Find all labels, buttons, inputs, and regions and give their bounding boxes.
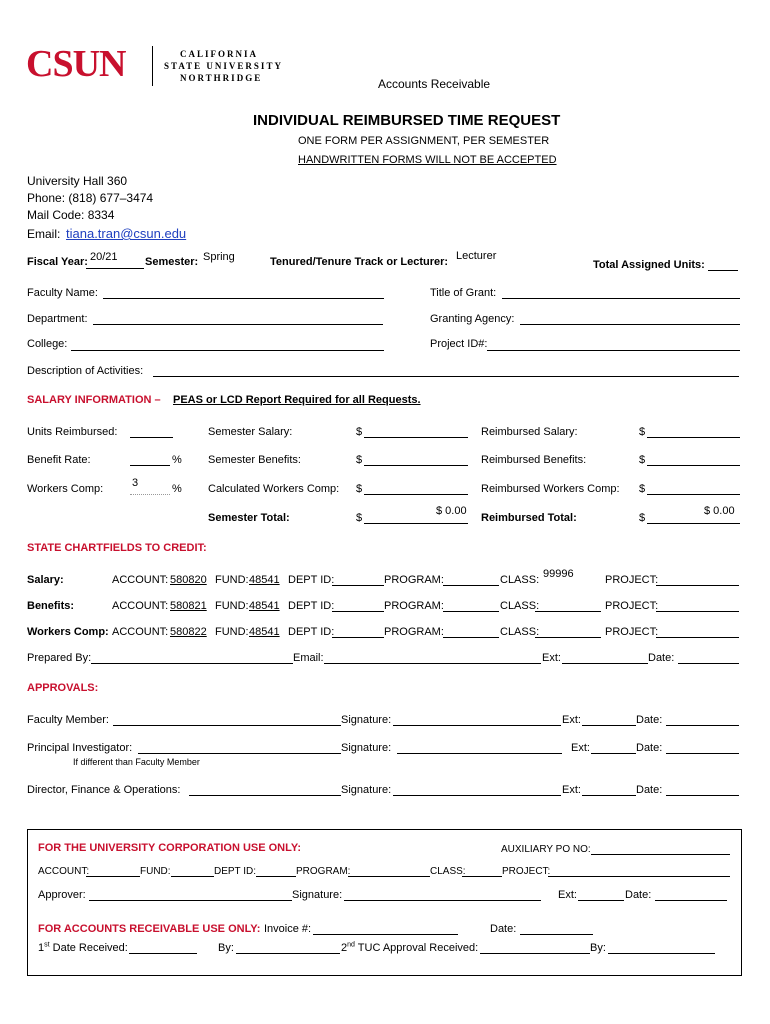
semester-benefits-dollar: $: [356, 454, 363, 466]
chartfield-program-input-salary[interactable]: [443, 585, 499, 586]
uc-dept-input[interactable]: [256, 876, 296, 877]
chartfield-dept-label: DEPT ID:: [288, 574, 335, 586]
ar-tuc-approval-input[interactable]: [480, 953, 590, 954]
chartfield-dept-input-benefits[interactable]: [332, 611, 384, 612]
salary-heading: SALARY INFORMATION –: [27, 394, 161, 406]
workers-comp-value[interactable]: 3: [132, 477, 139, 489]
pi-ext-input[interactable]: [591, 753, 636, 754]
reimbursed-total-underline: [647, 523, 740, 524]
chartfield-program-label: PROGRAM:: [384, 626, 444, 638]
units-reimbursed-label: Units Reimbursed:: [27, 426, 118, 438]
chartfield-fund-label: FUND:: [215, 626, 249, 638]
semester-salary-dollar: $: [356, 426, 363, 438]
semester-total-label: Semester Total:: [208, 512, 290, 524]
reimbursed-benefits-input[interactable]: [647, 465, 740, 466]
department-input[interactable]: [93, 324, 383, 325]
chartfield-account-benefits: 580821: [170, 600, 207, 612]
director-label: Director, Finance & Operations:: [27, 784, 181, 796]
project-id-label: Project ID#:: [430, 338, 488, 350]
reimbursed-salary-input[interactable]: [647, 437, 740, 438]
semester-total-underline: [364, 523, 468, 524]
calc-workers-comp-dollar: $: [356, 483, 363, 495]
uc-signature-input[interactable]: [344, 900, 541, 901]
uc-ext-label: Ext:: [558, 889, 577, 901]
form-title: INDIVIDUAL REIMBURSED TIME REQUEST: [253, 112, 561, 129]
chartfield-dept-label: DEPT ID:: [288, 600, 335, 612]
ar-by-label: By:: [218, 942, 234, 954]
chartfield-class-label: CLASS:: [500, 626, 540, 638]
contact-email-label: Email:: [27, 227, 61, 241]
college-label: College:: [27, 338, 68, 350]
faculty-ext-input[interactable]: [582, 725, 636, 726]
pi-note: If different than Faculty Member: [73, 757, 200, 767]
chartfield-account-workers-comp: 580822: [170, 626, 207, 638]
chartfield-row-label-salary: Salary:: [27, 574, 64, 586]
chartfield-program-input-benefits[interactable]: [443, 611, 499, 612]
chartfield-account-salary: 580820: [170, 574, 207, 586]
faculty-ext-label: Ext:: [562, 714, 581, 726]
semester-label: Semester:: [145, 256, 199, 268]
director-date-label: Date:: [636, 784, 663, 796]
uc-signature-label: Signature:: [292, 889, 343, 901]
uc-dept-label: DEPT ID:: [214, 866, 257, 877]
chartfield-row-label-workers-comp: Workers Comp:: [27, 626, 109, 638]
auxiliary-po-input[interactable]: [591, 854, 730, 855]
semester-salary-label: Semester Salary:: [208, 426, 293, 438]
semester-benefits-input[interactable]: [364, 465, 468, 466]
tenure-label: Tenured/Tenure Track or Lecturer:: [270, 256, 449, 268]
reimbursed-workers-comp-dollar: $: [639, 483, 646, 495]
uc-program-input[interactable]: [348, 876, 430, 877]
faculty-signature-label: Signature:: [341, 714, 392, 726]
faculty-member-label: Faculty Member:: [27, 714, 109, 726]
ar-invoice-label: Invoice #:: [264, 923, 312, 935]
ar-invoice-input[interactable]: [313, 934, 458, 935]
uc-fund-label: FUND:: [140, 866, 171, 877]
uc-date-label: Date:: [625, 889, 652, 901]
faculty-name-label: Faculty Name:: [27, 287, 98, 299]
chartfield-fund-benefits: 48541: [249, 600, 280, 612]
uc-class-label: CLASS:: [430, 866, 466, 877]
pi-label: Principal Investigator:: [27, 742, 133, 754]
semester-total-value[interactable]: $ 0.00: [436, 505, 467, 517]
uc-approver-label: Approver:: [38, 889, 86, 901]
department-name: Accounts Receivable: [378, 77, 491, 91]
faculty-member-input[interactable]: [113, 725, 341, 726]
form-subtitle-1: ONE FORM PER ASSIGNMENT, PER SEMESTER: [298, 135, 550, 147]
reimbursed-workers-comp-input[interactable]: [647, 494, 740, 495]
chartfield-row-label-benefits: Benefits:: [27, 600, 75, 612]
semester-benefits-label: Semester Benefits:: [208, 454, 301, 466]
director-ext-label: Ext:: [562, 784, 581, 796]
pi-signature-input[interactable]: [397, 753, 562, 754]
granting-agency-label: Granting Agency:: [430, 313, 515, 325]
chartfield-fund-salary: 48541: [249, 574, 280, 586]
prepared-by-input[interactable]: [91, 663, 293, 664]
semester-salary-input[interactable]: [364, 437, 468, 438]
director-signature-input[interactable]: [393, 795, 561, 796]
college-input[interactable]: [71, 350, 384, 351]
approvals-heading: APPROVALS:: [27, 682, 99, 694]
chartfield-project-label: PROJECT:: [605, 600, 659, 612]
logo-line-3: NORTHRIDGE: [180, 73, 263, 83]
pi-date-input[interactable]: [666, 753, 739, 754]
fiscal-year-value[interactable]: 20/21: [90, 251, 118, 263]
logo-line-1: CALIFORNIA: [180, 49, 259, 59]
chartfield-program-label: PROGRAM:: [384, 600, 444, 612]
prepared-by-label: Prepared By:: [27, 652, 92, 664]
director-ext-input[interactable]: [582, 795, 636, 796]
reimbursed-benefits-label: Reimbursed Benefits:: [481, 454, 587, 466]
ar-by2-input[interactable]: [608, 953, 715, 954]
prepared-ext-label: Ext:: [542, 652, 561, 664]
description-label: Description of Activities:: [27, 365, 144, 377]
ar-first-date-received-label: 1st Date Received:: [38, 941, 128, 954]
salary-heading-note: PEAS or LCD Report Required for all Requests.: [173, 394, 421, 406]
contact-phone: Phone: (818) 677–3474: [27, 191, 154, 205]
chartfield-account-label: ACCOUNT:: [112, 574, 169, 586]
chartfield-program-input-workers-comp[interactable]: [443, 637, 499, 638]
prepared-ext-input[interactable]: [562, 663, 648, 664]
department-label: Department:: [27, 313, 88, 325]
chartfield-dept-input-workers-comp[interactable]: [332, 637, 384, 638]
faculty-signature-input[interactable]: [393, 725, 561, 726]
logo-line-2: STATE UNIVERSITY: [164, 61, 283, 71]
chartfield-account-label: ACCOUNT:: [112, 626, 169, 638]
uc-project-label: PROJECT:: [502, 866, 551, 877]
title-of-grant-label: Title of Grant:: [430, 287, 497, 299]
benefit-rate-label: Benefit Rate:: [27, 454, 91, 466]
title-of-grant-input[interactable]: [502, 298, 740, 299]
chartfield-project-input-benefits[interactable]: [656, 611, 739, 612]
uc-account-input[interactable]: [86, 876, 140, 877]
semester-value[interactable]: Spring: [203, 251, 235, 263]
reimbursed-benefits-dollar: $: [639, 454, 646, 466]
fiscal-year-underline: [86, 268, 144, 269]
total-assigned-units-label: Total Assigned Units:: [593, 259, 705, 271]
prepared-email-label: Email:: [293, 652, 324, 664]
ar-date-input[interactable]: [520, 934, 593, 935]
reimbursed-salary-dollar: $: [639, 426, 646, 438]
chartfield-project-input-workers-comp[interactable]: [656, 637, 739, 638]
prepared-email-input[interactable]: [324, 663, 541, 664]
faculty-name-input[interactable]: [103, 298, 384, 299]
workers-comp-label: Workers Comp:: [27, 483, 104, 495]
chartfield-project-label: PROJECT:: [605, 626, 659, 638]
uc-project-input[interactable]: [548, 876, 730, 877]
uc-fund-input[interactable]: [171, 876, 214, 877]
reimbursed-total-label: Reimbursed Total:: [481, 512, 577, 524]
ar-by2-label: By:: [590, 942, 606, 954]
calc-workers-comp-label: Calculated Workers Comp:: [208, 483, 340, 495]
units-reimbursed-input[interactable]: [130, 437, 173, 438]
uc-approver-input[interactable]: [89, 900, 292, 901]
chartfield-class-salary[interactable]: 99996: [543, 568, 574, 580]
form-subtitle-2: HANDWRITTEN FORMS WILL NOT BE ACCEPTED: [298, 154, 557, 166]
chartfield-dept-label: DEPT ID:: [288, 626, 335, 638]
university-corp-heading: FOR THE UNIVERSITY CORPORATION USE ONLY:: [38, 842, 302, 854]
faculty-date-input[interactable]: [666, 725, 739, 726]
benefit-rate-input[interactable]: [130, 465, 170, 466]
ar-tuc-approval-label: 2nd TUC Approval Received:: [341, 941, 479, 954]
contact-email-link[interactable]: tiana.tran@csun.edu: [66, 226, 187, 241]
tenure-value[interactable]: Lecturer: [456, 250, 497, 262]
workers-comp-underline: [130, 494, 170, 495]
granting-agency-input[interactable]: [520, 324, 740, 325]
chartfields-heading: STATE CHARTFIELDS TO CREDIT:: [27, 542, 207, 554]
ar-first-date-received-input[interactable]: [129, 953, 197, 954]
fiscal-year-label: Fiscal Year:: [27, 256, 88, 268]
chartfield-class-label: CLASS:: [500, 600, 540, 612]
ar-date-label: Date:: [490, 923, 517, 935]
workers-comp-percent: %: [172, 483, 182, 495]
uc-class-input[interactable]: [462, 876, 502, 877]
chartfield-project-label: PROJECT:: [605, 574, 659, 586]
chartfield-account-label: ACCOUNT:: [112, 600, 169, 612]
reimbursed-total-dollar: $: [639, 512, 646, 524]
benefit-rate-percent: %: [172, 454, 182, 466]
chartfield-dept-input-salary[interactable]: [332, 585, 384, 586]
uc-ext-input[interactable]: [578, 900, 624, 901]
chartfield-program-label: PROGRAM:: [384, 574, 444, 586]
project-id-input[interactable]: [487, 350, 740, 351]
ar-by-input[interactable]: [236, 953, 340, 954]
logo-wordmark: CSUN: [26, 43, 126, 85]
pi-input[interactable]: [138, 753, 341, 754]
director-input[interactable]: [189, 795, 341, 796]
logo-divider: [152, 46, 153, 86]
auxiliary-po-label: AUXILIARY PO NO:: [501, 844, 591, 855]
calc-workers-comp-input[interactable]: [364, 494, 468, 495]
accounts-receivable-heading: FOR ACCOUNTS RECEIVABLE USE ONLY:: [38, 923, 261, 935]
chartfield-fund-label: FUND:: [215, 574, 249, 586]
contact-mail-code: Mail Code: 8334: [27, 208, 115, 222]
chartfield-project-input-salary[interactable]: [656, 585, 739, 586]
uc-program-label: PROGRAM:: [296, 866, 351, 877]
prepared-date-label: Date:: [648, 652, 675, 664]
director-signature-label: Signature:: [341, 784, 392, 796]
chartfield-fund-workers-comp: 48541: [249, 626, 280, 638]
semester-total-dollar: $: [356, 512, 363, 524]
description-input[interactable]: [153, 376, 739, 377]
pi-date-label: Date:: [636, 742, 663, 754]
chartfield-class-input-benefits[interactable]: [535, 611, 601, 612]
pi-signature-label: Signature:: [341, 742, 392, 754]
faculty-date-label: Date:: [636, 714, 663, 726]
uc-account-label: ACCOUNT:: [38, 866, 90, 877]
director-date-input[interactable]: [666, 795, 739, 796]
chartfield-fund-label: FUND:: [215, 600, 249, 612]
reimbursed-salary-label: Reimbursed Salary:: [481, 426, 578, 438]
reimbursed-workers-comp-label: Reimbursed Workers Comp:: [481, 483, 620, 495]
chartfield-class-label: CLASS:: [500, 574, 540, 586]
chartfield-class-input-workers-comp[interactable]: [535, 637, 601, 638]
total-assigned-units-input[interactable]: [708, 270, 738, 271]
pi-ext-label: Ext:: [571, 742, 590, 754]
reimbursed-total-value[interactable]: $ 0.00: [704, 505, 735, 517]
contact-address: University Hall 360: [27, 174, 128, 188]
prepared-date-input[interactable]: [678, 663, 739, 664]
uc-date-input[interactable]: [655, 900, 727, 901]
